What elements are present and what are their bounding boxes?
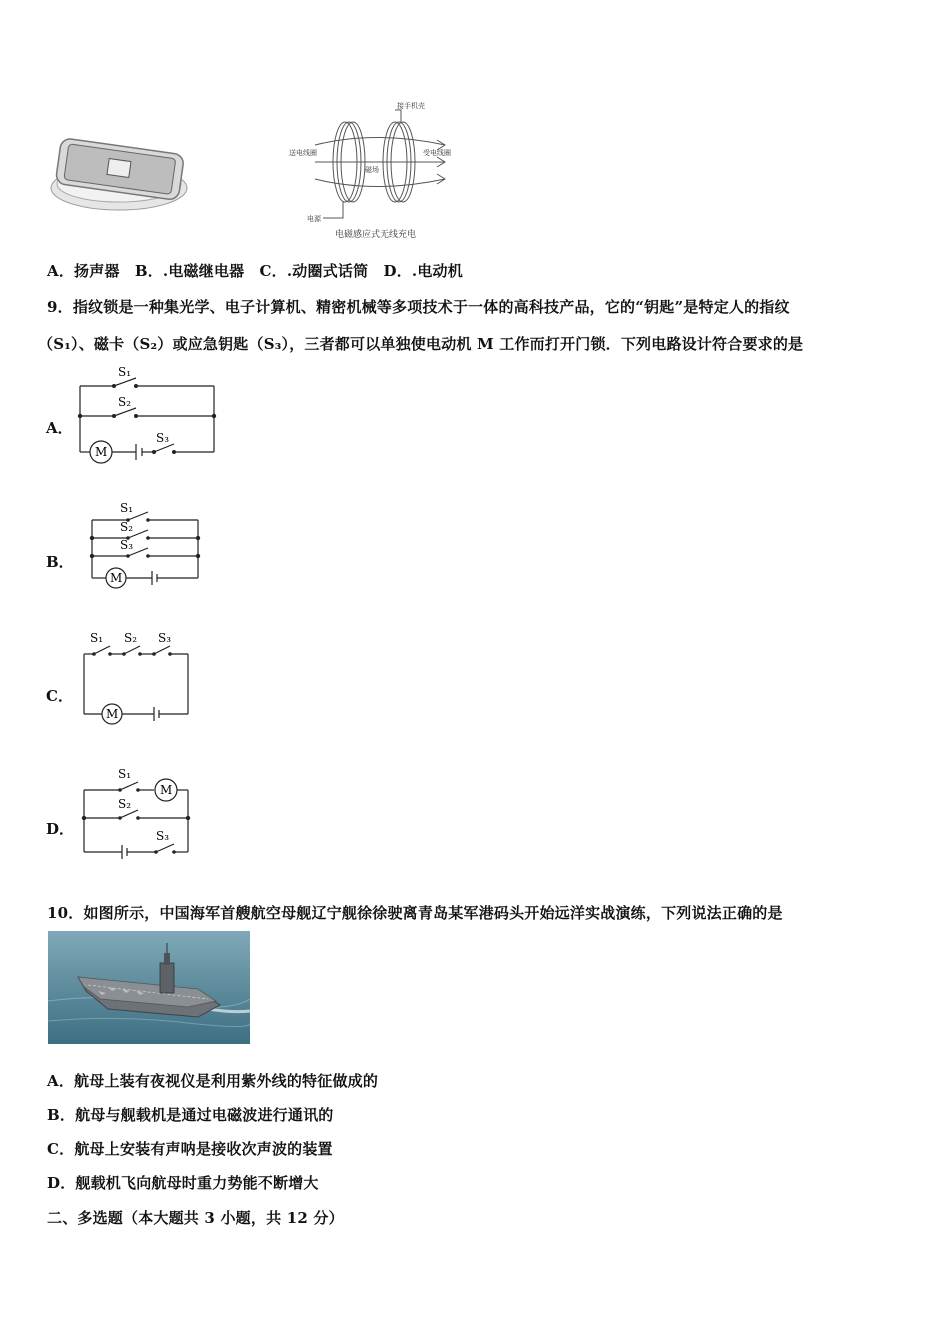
q10-option-d: D．舰载机飞向航母时重力势能不断增大 — [47, 1174, 319, 1192]
figure-caption: 电磁感应式无线充电 — [335, 230, 417, 240]
q9-stem-line2: （S₁）、磁卡（S₂）或应急钥匙（S₃），三者都可以单独使电动机 M 工作而打开门锁．下列电路设计符合要求的是 — [38, 335, 804, 353]
recv-coil-label: 受电线圈 — [423, 149, 451, 157]
c-motor-label: M — [106, 707, 119, 721]
c-s2-label: S₂ — [124, 631, 138, 645]
a-s2-label: S₂ — [118, 395, 132, 409]
option-c-label: C． — [46, 687, 73, 705]
b-motor-label: M — [110, 571, 123, 585]
magnetic-label: 磁场 — [365, 166, 379, 174]
option-d-label: D． — [46, 820, 75, 838]
a-motor-label: M — [95, 445, 108, 459]
phone-charger-figure — [44, 128, 194, 218]
b-s1-label: S₁ — [120, 501, 134, 515]
q10-option-b: B．航母与舰载机是通过电磁波进行通讯的 — [47, 1106, 334, 1124]
d-motor-label: M — [160, 783, 173, 797]
q9-stem-line1: 9．指纹锁是一种集光学、电子计算机、精密机械等多项技术于一体的高科技产品，它的“钥匙”是特定人的指纹 — [47, 298, 790, 316]
circuit-c — [76, 628, 201, 728]
circuit-b — [84, 498, 209, 598]
d-s2-label: S₂ — [118, 797, 132, 811]
b-s2-label: S₂ — [120, 520, 134, 534]
option-a-label: A． — [46, 419, 73, 437]
q10-stem: 10．如图所示，中国海军首艘航空母舰辽宁舰徐徐驶离青岛某军港码头开始远洋实战演练，下列说法正确的是 — [47, 904, 783, 922]
circuit-a — [74, 364, 224, 464]
d-s1-label: S₁ — [118, 767, 132, 781]
option-b-label: B． — [46, 553, 74, 571]
circuit-d — [76, 762, 201, 862]
power-label: 电源 — [307, 215, 321, 223]
aircraft-carrier-photo — [48, 931, 250, 1044]
c-s3-label: S₃ — [158, 631, 172, 645]
d-s3-label: S₃ — [156, 829, 170, 843]
coil-induction-figure — [285, 100, 470, 242]
b-s3-label: S₃ — [120, 538, 134, 552]
q10-option-a: A．航母上装有夜视仪是利用紫外线的特征做成的 — [47, 1072, 379, 1090]
q10-option-c: C．航母上安装有声呐是接收次声波的装置 — [47, 1140, 333, 1158]
send-coil-label: 送电线圈 — [289, 149, 317, 157]
a-s3-label: S₃ — [156, 431, 170, 445]
section-heading: 二、多选题（本大题共 3 小题，共 12 分） — [47, 1209, 344, 1227]
receiver-label: 接手机壳 — [397, 102, 425, 110]
c-s1-label: S₁ — [90, 631, 104, 645]
a-s1-label: S₁ — [118, 365, 132, 379]
q8-options: A．扬声器 B．.电磁继电器 C．.动圈式话筒 D．.电动机 — [47, 262, 463, 280]
